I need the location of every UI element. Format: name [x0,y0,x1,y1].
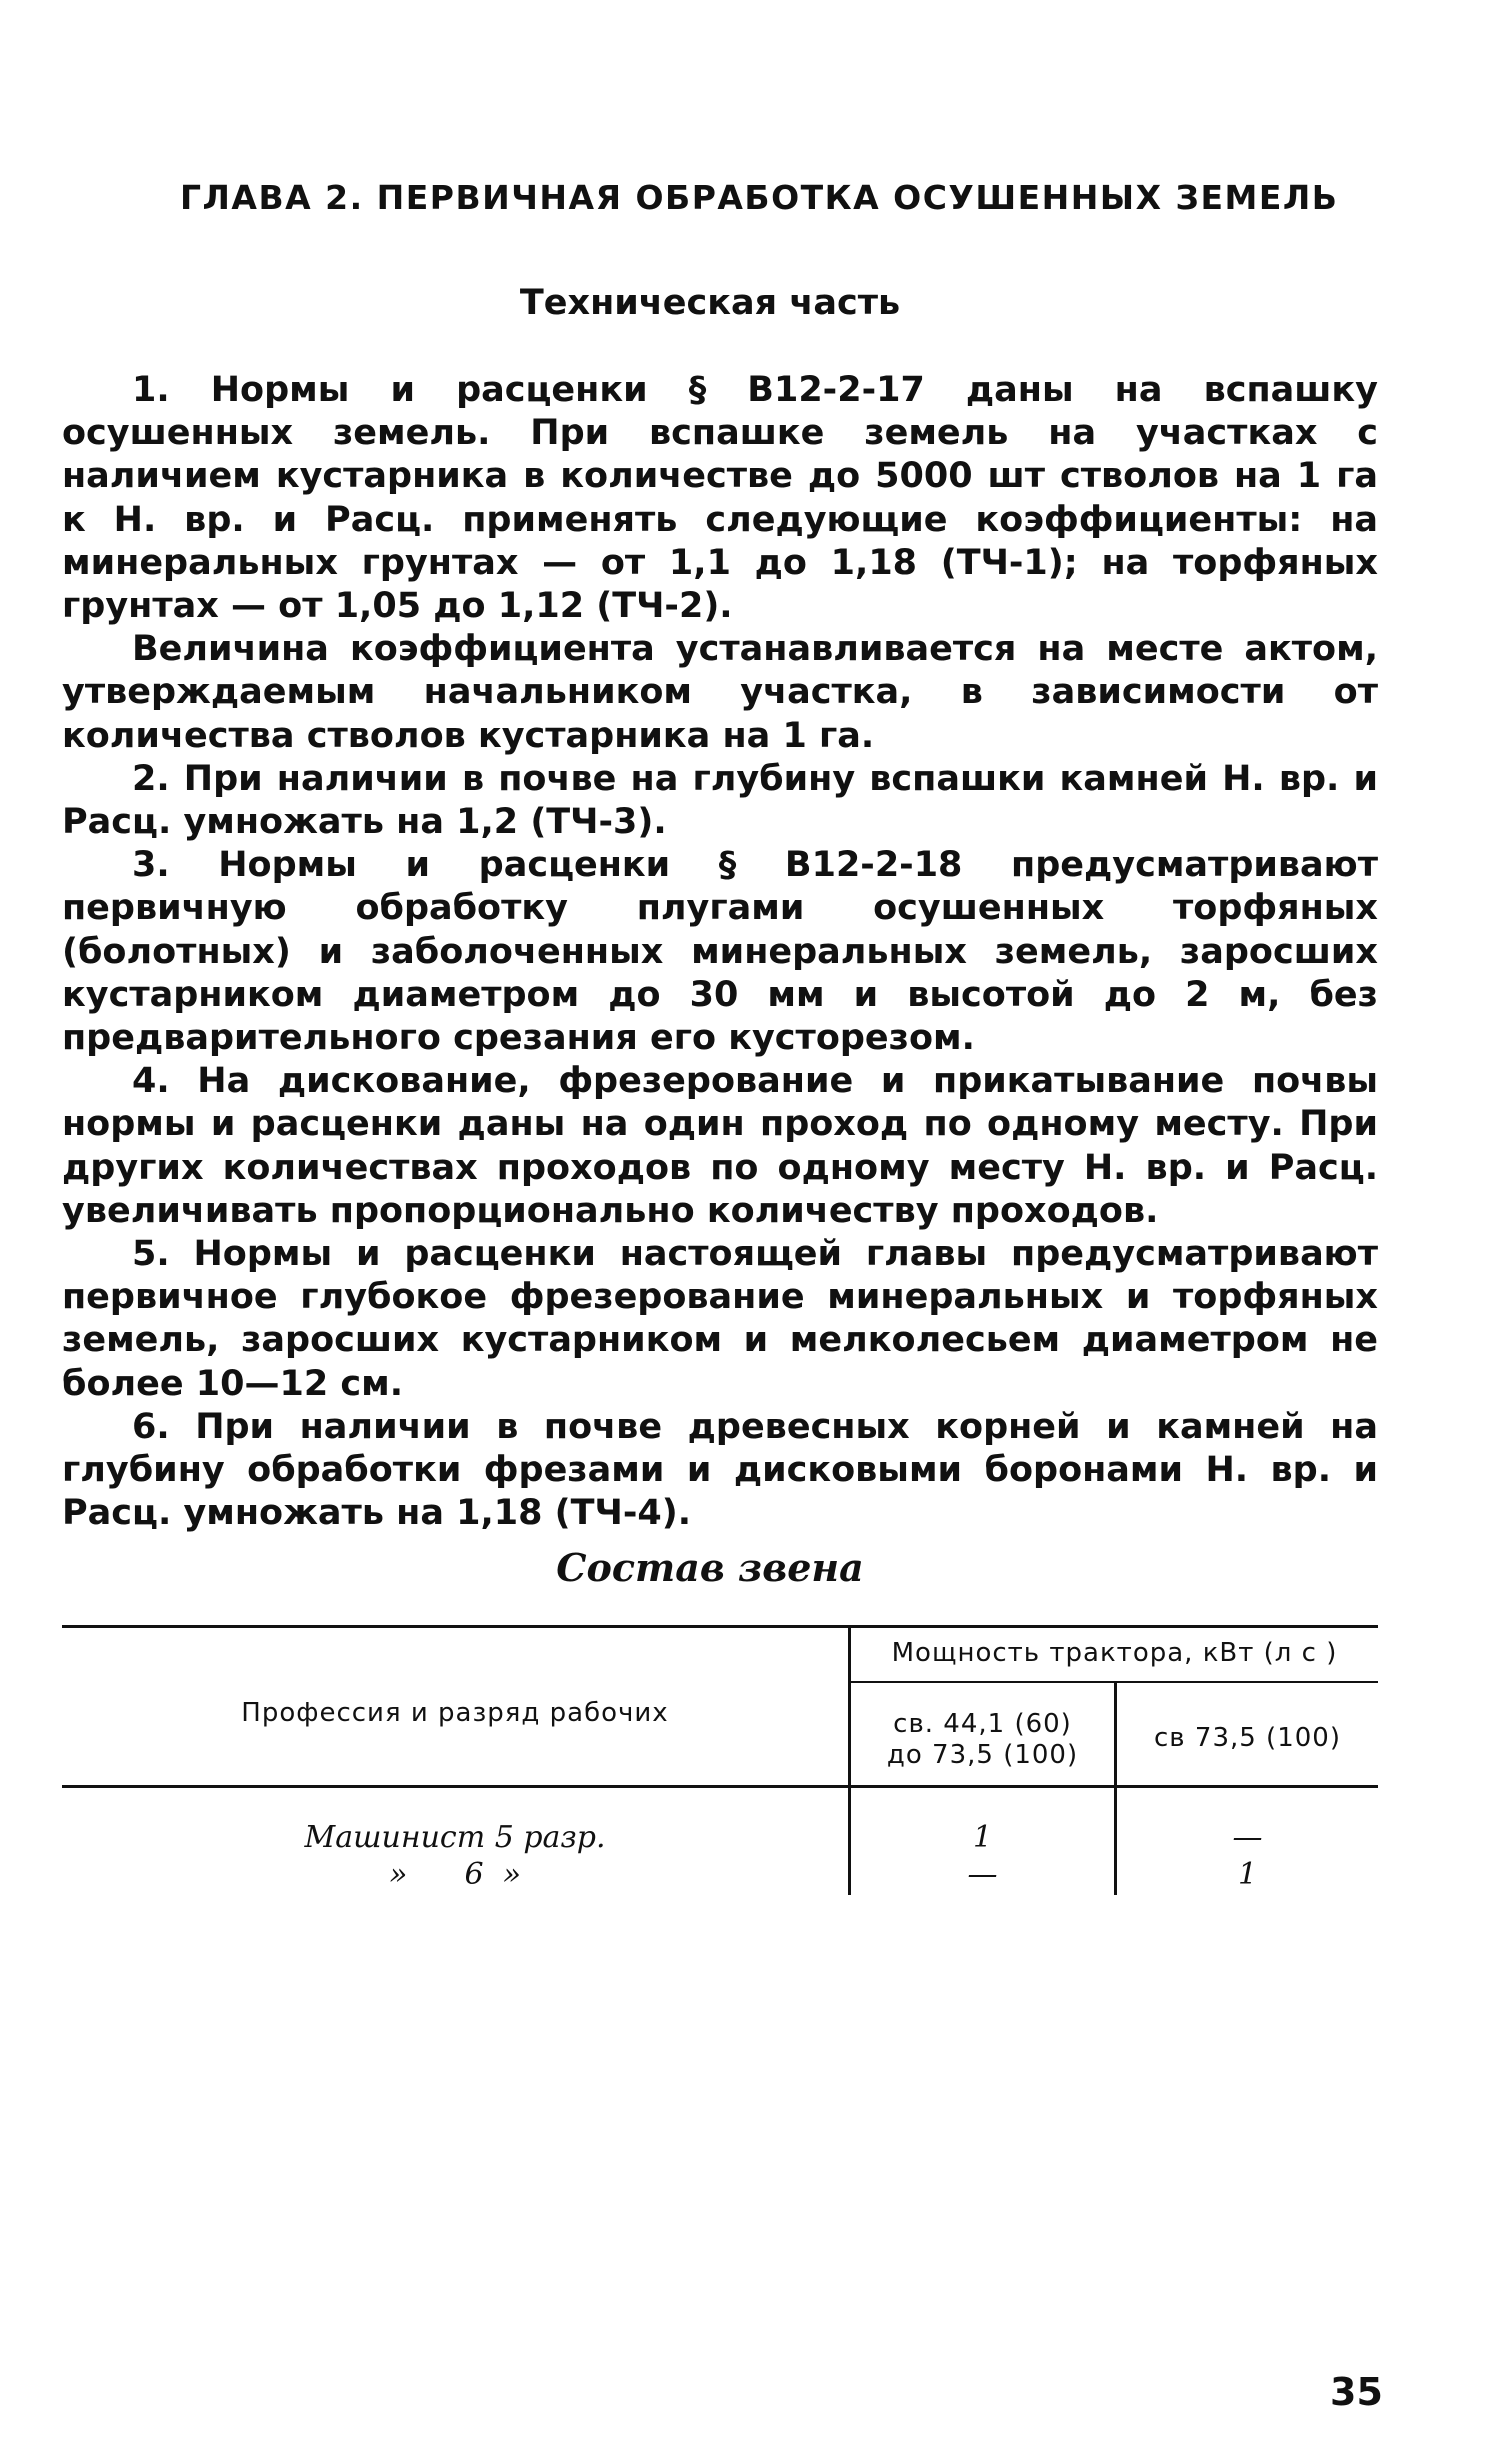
paragraph-4: 4. На дискование, фрезерование и прикатывание почвы нормы и расценки даны на один проход по одному месту. При других количествах проходов по одному месту Н. вр. и Расц. увеличивать пропорционально количеству проходов. [62,1061,1378,1231]
table-top-rule [62,1625,1378,1628]
section-title: Техническая часть [519,283,901,323]
profession-column-header: Профессия и разряд рабочих [241,1698,669,1728]
chapter-title: ГЛАВА 2. ПЕРВИЧНАЯ ОБРАБОТКА ОСУШЕННЫХ ЗЕМЕЛЬ [180,178,1339,217]
row-2-col2: 1 [1237,1857,1258,1892]
row-1-col2: — [1232,1820,1263,1855]
power-range-1-line1: св. 44,1 (60) [893,1709,1072,1739]
paragraph-3: 3. Нормы и расценки § В12-2-18 предусматривают первичную обработку плугами осушенных торфяных (болотных) и заболоченных минеральных земель, заросших кустарником диаметром до 30 мм и высотой до 2 м, без предварительного срезания его кусторезом. [62,845,1378,1059]
row-1-col1: 1 [972,1820,993,1855]
power-range-2: св 73,5 (100) [1154,1723,1341,1753]
paragraph-1-continued: Величина коэффициента устанавливается на месте актом, утверждаемым начальником участка, в зависимости от количества стволов кустарника на 1 га. [62,629,1378,756]
technical-part-text [62,369,1378,1535]
page-number: 35 [1330,2370,1383,2414]
table-header-rule [62,1785,1378,1788]
paragraph-6: 6. При наличии в почве древесных корней и камней на глубину обработки фрезами и дисковыми боронами Н. вр. и Расц. умножать на 1,18 (ТЧ-4). [62,1406,1378,1534]
row-2-profession: » 6 » [388,1857,522,1892]
crew-composition-table [62,1625,1378,1895]
paragraph-1: 1. Нормы и расценки § В12-2-17 даны на вспашку осушенных земель. При вспашке земель на участках с наличием кустарника в количестве до 5000 шт стволов на 1 га к Н. вр. и Расц. применять следующие коэффициенты: на минеральных грунтах — от 1,1 до 1,18 (ТЧ-1); на торфяных грунтах — от 1,05 до 1,12 (ТЧ-2). [62,370,1378,627]
paragraph-2: 2. При наличии в почве на глубину вспашки камней Н. вр. и Расц. умножать на 1,2 (ТЧ-3). [62,758,1378,843]
row-2-col1: — [967,1857,998,1892]
tractor-power-header: Мощность трактора, кВт (л с ) [891,1638,1338,1668]
paragraph-5: 5. Нормы и расценки настоящей главы предусматривают первичное глубокое фрезерование минеральных и торфяных земель, заросших кустарником и мелколесьем диаметром не более 10—12 см. [62,1234,1378,1404]
row-1-profession: Машинист 5 разр. [304,1820,606,1855]
crew-composition-title: Состав звена [556,1545,864,1590]
power-range-1-line2: до 73,5 (100) [886,1740,1079,1770]
table-group-rule [848,1681,1378,1683]
